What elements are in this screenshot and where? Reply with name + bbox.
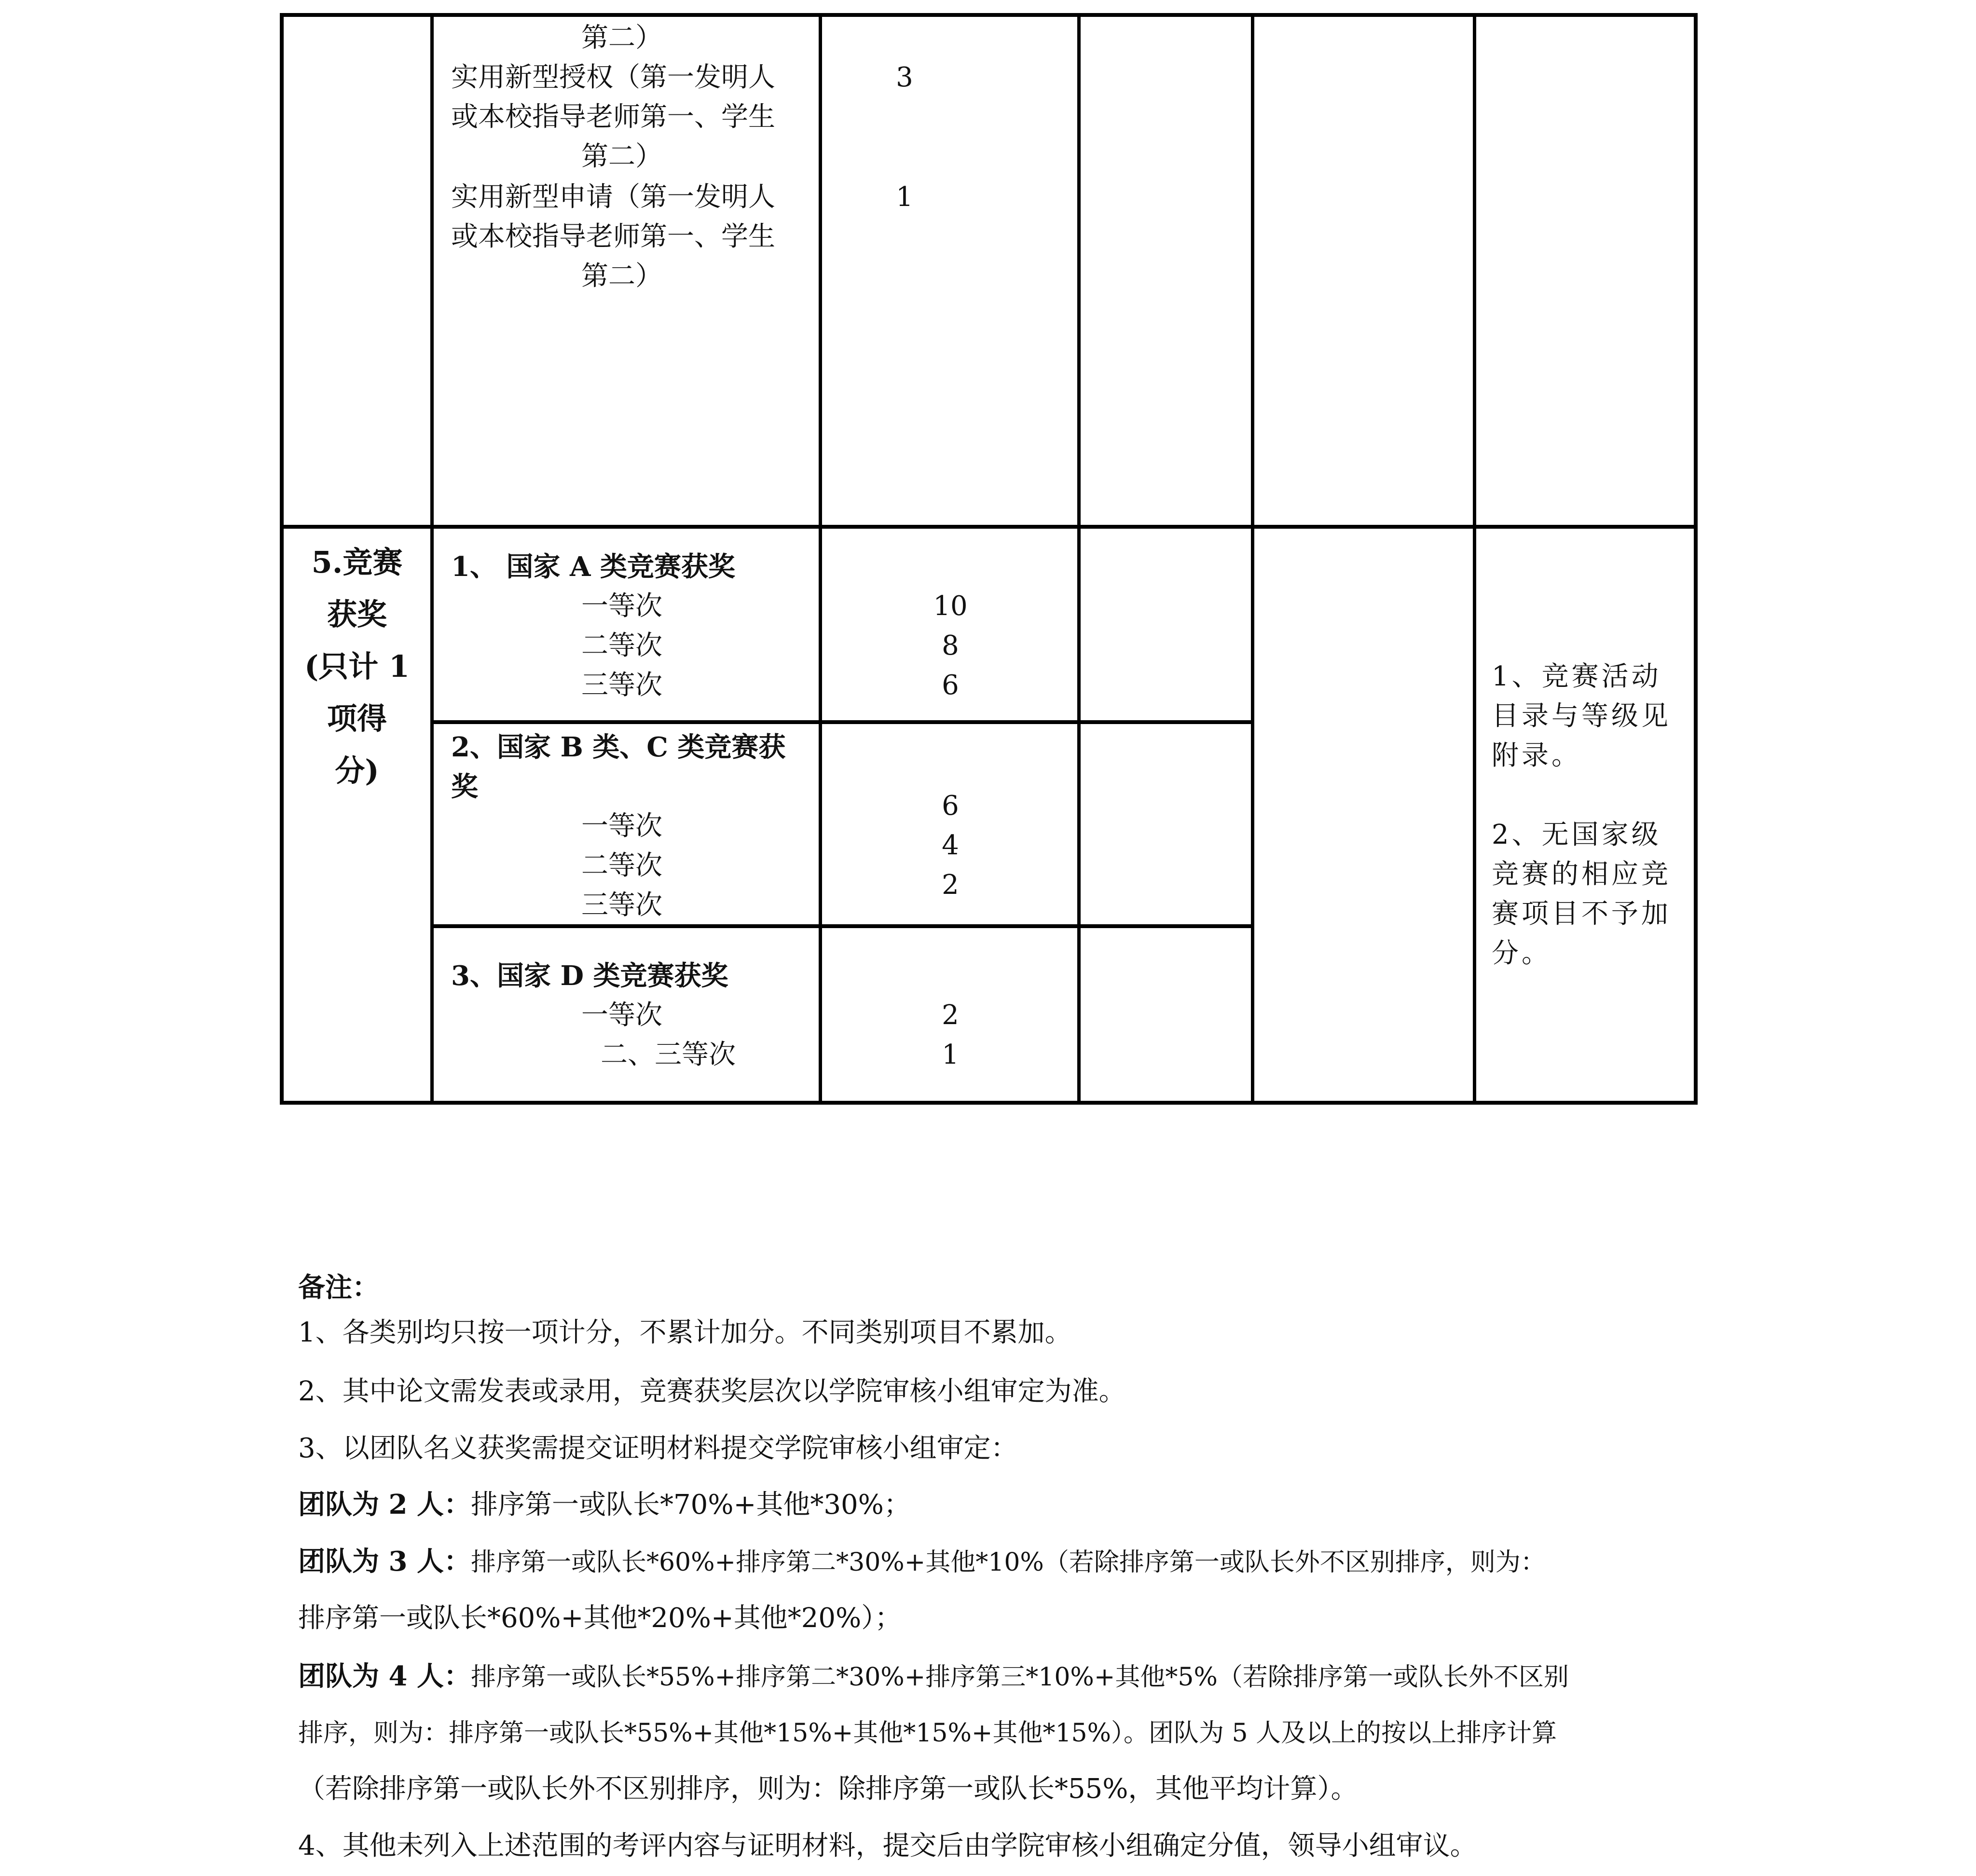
table-right-border bbox=[1694, 13, 1698, 1105]
note-line-1: 1、各类别均只按一项计分，不累计加分。不同类别项目不累加。 bbox=[298, 1317, 1072, 1348]
table-bottom-border bbox=[280, 1101, 1698, 1105]
note-team-2 bbox=[298, 1476, 911, 1534]
item-text: 实用新型授权（第一发明人 bbox=[451, 62, 775, 93]
table-top-border bbox=[280, 13, 1698, 17]
award-level: 一等次 bbox=[581, 590, 662, 622]
award-score: 4 bbox=[942, 830, 959, 861]
col-line-2 bbox=[819, 13, 822, 1105]
award-score: 6 bbox=[942, 790, 959, 822]
award-score: 2 bbox=[942, 1000, 959, 1031]
note-team-3-cont: 排序第一或队长*60%+其他*20%+其他*20%）； bbox=[298, 1602, 902, 1634]
item-score: 1 bbox=[896, 181, 913, 213]
note-line-2: 2、其中论文需发表或录用，竞赛获奖层次以学院审核小组审定为准。 bbox=[298, 1376, 1126, 1407]
item-score: 3 bbox=[896, 62, 913, 93]
category-label: 5.竞赛 bbox=[311, 545, 403, 580]
note-team-4-cont1: 排序，则为：排序第一或队长*55%+其他*15%+其他*15%+其他*15%）。团队为 5 人及以上的按以上排序计算 bbox=[298, 1719, 1557, 1748]
award-score: 6 bbox=[942, 670, 959, 701]
team-4-text: 排序第一或队长*55%+排序第二*30%+排序第三*10%+其他*5%（若除排序第一或队长外不区别 bbox=[470, 1663, 1569, 1692]
award-level: 二等次 bbox=[581, 850, 662, 881]
table-left-border bbox=[280, 13, 284, 1105]
note-team-4 bbox=[298, 1648, 1569, 1706]
subrow-divider-2 bbox=[430, 924, 1254, 928]
team-3-label: 团队为 3 人： bbox=[298, 1546, 471, 1577]
notes-heading: 备注： bbox=[298, 1272, 379, 1303]
note-team-4-cont2: （若除排序第一或队长外不区别排序，则为：除排序第一或队长*55%，其他平均计算）。 bbox=[298, 1773, 1358, 1805]
note-line-3: 3、以团队名义获奖需提交证明材料提交学院审核小组审定： bbox=[298, 1433, 1018, 1464]
group-title: 2、国家 B 类、C 类竞赛获 bbox=[451, 731, 786, 763]
item-text: 实用新型申请（第一发明人 bbox=[451, 181, 775, 213]
team-2-label: 团队为 2 人： bbox=[298, 1489, 471, 1520]
category-label: 项得 bbox=[327, 701, 387, 736]
note-team-3 bbox=[298, 1533, 1546, 1591]
award-score: 1 bbox=[942, 1039, 959, 1070]
col-line-4 bbox=[1251, 13, 1254, 1105]
item-text: 或本校指导老师第一、学生 bbox=[451, 101, 775, 133]
col-line-1 bbox=[430, 13, 434, 1105]
col-line-5 bbox=[1473, 13, 1476, 1105]
category-label: 分) bbox=[335, 753, 379, 788]
award-level: 一等次 bbox=[581, 1000, 662, 1031]
row-divider bbox=[280, 525, 1698, 529]
item-text: 第二） bbox=[581, 260, 662, 292]
group-title: 奖 bbox=[451, 771, 478, 803]
award-score: 10 bbox=[933, 590, 968, 622]
team-4-label: 团队为 4 人： bbox=[298, 1660, 471, 1692]
award-level: 三等次 bbox=[581, 890, 662, 921]
award-level: 二等次 bbox=[581, 630, 662, 661]
award-level: 二、三等次 bbox=[601, 1039, 736, 1070]
remark-no-national: 2、无国家级竞赛的相应竞赛项目不予加分。 bbox=[1492, 819, 1671, 969]
group-title: 3、国家 D 类竞赛获奖 bbox=[451, 960, 728, 992]
item-text: 第二） bbox=[581, 22, 662, 54]
col-line-3 bbox=[1077, 13, 1081, 1105]
subrow-divider-1 bbox=[430, 720, 1254, 724]
award-level: 一等次 bbox=[581, 810, 662, 842]
item-text: 第二） bbox=[581, 141, 662, 172]
award-score: 2 bbox=[942, 869, 959, 901]
award-score: 8 bbox=[942, 630, 959, 661]
team-3-text: 排序第一或队长*60%+排序第二*30%+其他*10%（若除排序第一或队长外不区别排序，则为： bbox=[470, 1548, 1546, 1577]
team-2-text: 排序第一或队长*70%+其他*30%； bbox=[470, 1489, 911, 1520]
remark-appendix: 1、竞赛活动目录与等级见附录。 bbox=[1492, 661, 1671, 771]
note-line-4: 4、其他未列入上述范围的考评内容与证明材料，提交后由学院审核小组确定分值，领导小组审议。 bbox=[298, 1830, 1477, 1862]
category-label: 获奖 bbox=[327, 597, 387, 632]
item-text: 或本校指导老师第一、学生 bbox=[451, 221, 775, 252]
category-label: (只计 1 bbox=[304, 649, 410, 684]
award-level: 三等次 bbox=[581, 670, 662, 701]
group-title: 1、 国家 A 类竞赛获奖 bbox=[451, 551, 735, 583]
